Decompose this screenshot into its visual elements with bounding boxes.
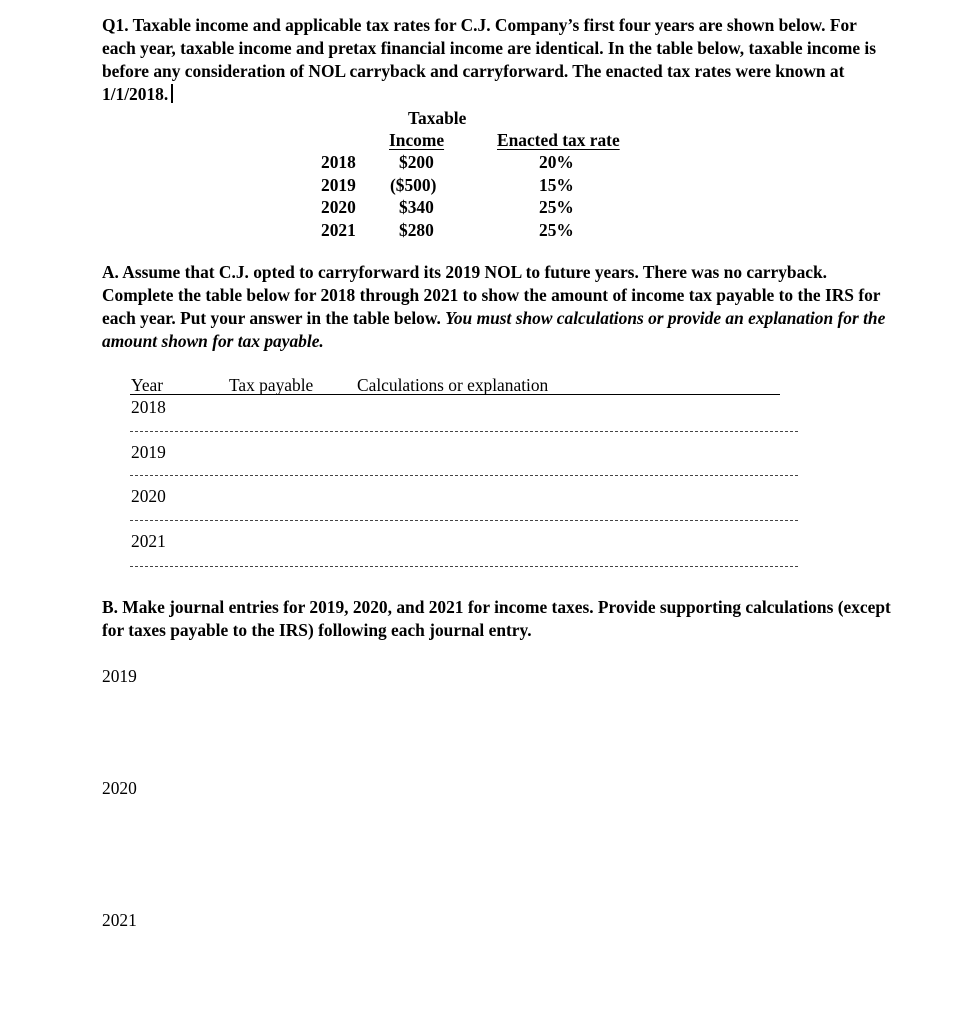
rate-row-income: $340 — [399, 197, 434, 217]
income-header-line1: Taxable — [408, 108, 467, 128]
rate-row-rate: 15% — [539, 175, 574, 195]
col-tax-payable-header: Tax payable — [229, 375, 314, 395]
part-a-emphasis: You must show calculations or provide an explanation for the amount shown for tax payable. — [102, 308, 886, 351]
rate-row-rate: 25% — [539, 220, 574, 240]
part-a-text: A. Assume that C.J. opted to carryforward its 2019 NOL to future years. There was no carryback. Complete the table below for 2018 through 2021 to show the amount of income tax payable to the IRS for each year. Put your answer in the table below. — [102, 262, 881, 328]
rate-row-year: 2020 — [321, 197, 356, 217]
question-body: Q1. Taxable income and applicable tax rates for C.J. Company’s first four years are shown below. For each year, taxable income and pretax financial income are identical. In the table below, taxable income is before any consideration of NOL carryback and carryforward. The enacted tax rates were known at 1/1/2018. — [102, 15, 876, 104]
col-year-header: Year — [131, 375, 164, 395]
answer-header-rule — [130, 394, 780, 395]
rate-row-year: 2018 — [321, 152, 356, 172]
text-cursor — [171, 84, 173, 103]
rate-row-income: ($500) — [390, 175, 437, 195]
answer-row-year: 2018 — [131, 397, 166, 417]
rate-row-year: 2021 — [321, 220, 356, 240]
rate-row-income: $280 — [399, 220, 434, 240]
answer-row-divider — [130, 431, 798, 432]
journal-year-label: 2020 — [102, 778, 137, 798]
answer-row-divider — [130, 520, 798, 521]
answer-row-year: 2021 — [131, 531, 166, 551]
answer-row-divider — [130, 566, 798, 567]
rate-row-income: $200 — [399, 152, 434, 172]
rate-row-year: 2019 — [321, 175, 356, 195]
rate-header: Enacted tax rate — [497, 130, 620, 150]
income-header-line2: Income — [389, 130, 445, 150]
part-a-instructions — [102, 261, 892, 353]
answer-row-divider — [130, 475, 798, 476]
question-text — [102, 14, 892, 106]
col-calculations-header: Calculations or explanation — [357, 375, 549, 395]
part-b-instructions: B. Make journal entries for 2019, 2020, and 2021 for income taxes. Provide supporting calculations (except for taxes payable to the IRS) following each journal entry. — [102, 597, 891, 640]
answer-row-year: 2020 — [131, 486, 166, 506]
journal-year-label: 2019 — [102, 666, 137, 686]
rate-row-rate: 25% — [539, 197, 574, 217]
rate-row-rate: 20% — [539, 152, 574, 172]
journal-year-label: 2021 — [102, 910, 137, 930]
answer-row-year: 2019 — [131, 442, 166, 462]
